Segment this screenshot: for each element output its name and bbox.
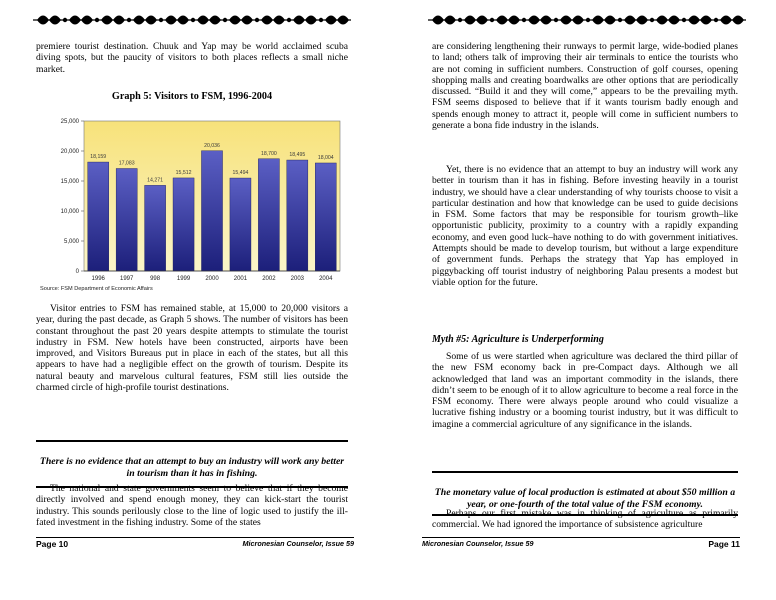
ornament-motif xyxy=(261,16,285,25)
body-paragraph-1: are considering lengthening their runways to permit large, wide-bodied planes to land; others talk of improving their air terminals to entice the tourists who are not coming in sufficient numbers. Construction of golf courses, opening shopping malls and creating boardwalks are other options that are periodically discussed. “Build it and they will come,” appears to be the prevailing myth. FSM seems disposed to believe that if it wants tourism badly enough and spends enough money to attract it, people will come in sufficient numbers to generate a bona fide industry in the islands. xyxy=(432,41,738,132)
issue-label: Micronesian Counselor, Issue 59 xyxy=(422,539,534,548)
x-tick-label: 2004 xyxy=(319,276,333,282)
ornament-motif xyxy=(688,16,712,25)
page-number: Page 11 xyxy=(708,539,740,549)
chart-source: Source: FSM Department of Economic Affairs xyxy=(40,286,153,292)
bar xyxy=(145,185,166,271)
ornament-dot xyxy=(287,18,291,22)
data-label: 15,494 xyxy=(232,170,249,177)
bar xyxy=(173,178,194,271)
data-label: 17,083 xyxy=(118,160,135,167)
ornament-dot xyxy=(586,18,590,22)
ornament-motif xyxy=(133,16,157,25)
ornament-dot xyxy=(458,18,462,22)
graph-title: Graph 5: Visitors to FSM, 1996-2004 xyxy=(111,91,273,102)
ornament-dot xyxy=(255,18,259,22)
y-tick-label: 20,000 xyxy=(60,149,79,156)
data-label: 14,271 xyxy=(147,177,164,184)
bar xyxy=(287,160,308,271)
body-paragraph-2: Yet, there is no evidence that an attempt to buy an industry will work any better in tourism than it has in fishing. Before investing heavily in a tourist industry, we should have a clear understanding of why tourists choose to visit a particular destination and how that knowledge can be used to guide decisions in FSM. Some factors that may be responsible for tourism growth–like opportunistic publicity, proximity to a country with a rapidly expanding economy, and even good luck–have nothing to do with government initiatives. Attempts should be made to develop tourism, but without a large expenditure of government funds. Perhaps the strategy that Yap has employed in piggybacking off tourist industry of neighboring Palau presents a modest but viable option for the future. xyxy=(432,164,738,288)
y-tick-label: 0 xyxy=(75,269,79,276)
bar xyxy=(258,159,279,271)
x-tick-label: 998 xyxy=(150,276,161,282)
body-paragraph-4: Perhaps our first mistake was in thinking of agriculture as primarily commercial. We had ignored the importance of subsistence agriculture xyxy=(432,508,738,531)
ornament-dot xyxy=(95,18,99,22)
x-tick-label: 2001 xyxy=(233,276,248,282)
x-tick-label: 2000 xyxy=(205,276,219,282)
x-tick-label: 2002 xyxy=(262,276,276,282)
data-label: 20,036 xyxy=(204,142,220,149)
bar xyxy=(230,178,251,271)
data-label: 18,495 xyxy=(289,152,306,159)
ornament-dot xyxy=(319,18,323,22)
ornament-dot xyxy=(159,18,163,22)
ornament-motif xyxy=(69,16,93,25)
ornament-motif xyxy=(293,16,317,25)
ornament-motif xyxy=(101,16,125,25)
ornament-motif xyxy=(165,16,189,25)
ornament-dot xyxy=(223,18,227,22)
ornament-dot xyxy=(522,18,526,22)
page-footer xyxy=(422,537,740,550)
ornament-dot xyxy=(490,18,494,22)
ornament-motif xyxy=(432,16,456,25)
ornament-motif xyxy=(37,16,61,25)
ornament-motif xyxy=(720,16,744,25)
ornament-motif xyxy=(656,16,680,25)
x-tick-label: 1997 xyxy=(119,276,134,282)
page-number: Page 10 xyxy=(36,539,69,549)
bar xyxy=(201,151,222,271)
visitors-bar-chart xyxy=(36,113,350,295)
ornament-dot xyxy=(682,18,686,22)
bar xyxy=(116,169,137,271)
ornament-motif xyxy=(496,16,520,25)
body-paragraph-2: The national and state governments seem to believe that if they become directly involved and spend enough money, they can kick-start the tourist industry. This sounds perilously close to the line of logic used to justify the ill-fated investment in the fishing industry. Some of the states xyxy=(36,483,348,528)
y-tick-label: 25,000 xyxy=(60,119,79,126)
data-label: 15,512 xyxy=(175,169,192,176)
right-page xyxy=(388,0,776,600)
ornament-dot xyxy=(63,18,67,22)
ornament-motif xyxy=(592,16,616,25)
y-tick-label: 10,000 xyxy=(60,209,79,216)
ornament-motif xyxy=(624,16,648,25)
ornament-dot xyxy=(554,18,558,22)
intro-paragraph: premiere tourist destination. Chuuk and Yap may be world acclaimed scuba diving spots, but the paucity of visitors to both places reflects a small niche market. xyxy=(36,41,348,75)
ornament-motif xyxy=(229,16,253,25)
pull-quote: There is no evidence that an attempt to buy an industry will work any better in tourism than it has in fishing. xyxy=(36,440,348,488)
ornament-dot xyxy=(191,18,195,22)
body-paragraph-3: Some of us were startled when agriculture was declared the third pillar of the new FSM economy back in pre-Compact days. Although we all acknowledged that land was an important commodity in the islands, there didn’t seem to be enough of it to allow agriculture to become a real force in the FSM economy. There were always people around who could visualize a lucrative fishing industry or a booming tourist industry, but it was difficult to imagine a commercial agriculture of any significance in the islands. xyxy=(432,351,738,430)
chart-svg xyxy=(36,113,350,295)
ornament-motif xyxy=(560,16,584,25)
data-label: 18,159 xyxy=(90,154,107,161)
ornament-dot xyxy=(127,18,131,22)
ornament-dot xyxy=(618,18,622,22)
x-tick-label: 1999 xyxy=(176,276,191,282)
y-tick-label: 5,000 xyxy=(63,239,79,246)
body-paragraph-1: Visitor entries to FSM has remained stable, at 15,000 to 20,000 visitors a year, during the past decade, as Graph 5 shows. The number of visitors has been constant throughout the past 20 years despite attempts to stimulate the tourist industry in FSM. New hotels have been constructed, airports have been improved, and Visitors Bureaus put in place in each of the states, but all this appears to have had a negligible effect on the growth of tourism. Despite its natural beauty and marvelous cultural features, FSM still lies outside the charmed circle of high-profile tourist destinations. xyxy=(36,303,348,394)
ornament-dot xyxy=(714,18,718,22)
ornament-motif xyxy=(197,16,221,25)
data-label: 18,004 xyxy=(317,154,334,161)
issue-label: Micronesian Counselor, Issue 59 xyxy=(242,539,354,548)
data-label: 18,700 xyxy=(260,150,277,157)
ornament-motif xyxy=(325,16,349,25)
section-heading: Myth #5: Agriculture is Underperforming xyxy=(432,334,604,345)
bar xyxy=(315,163,336,271)
ornament-motif xyxy=(464,16,488,25)
y-tick-label: 15,000 xyxy=(60,179,79,186)
bar xyxy=(88,162,109,271)
ornament-motif xyxy=(528,16,552,25)
decorative-border-top xyxy=(33,9,351,31)
ornament-dot xyxy=(650,18,654,22)
x-tick-label: 2003 xyxy=(290,276,305,282)
decorative-border-top xyxy=(428,9,746,31)
page-footer xyxy=(36,537,354,550)
pull-quote: The monetary value of local production is estimated at about $50 million a year, or one-fourth of the total value of the FSM economy. xyxy=(432,471,738,516)
x-tick-label: 1996 xyxy=(91,276,105,282)
